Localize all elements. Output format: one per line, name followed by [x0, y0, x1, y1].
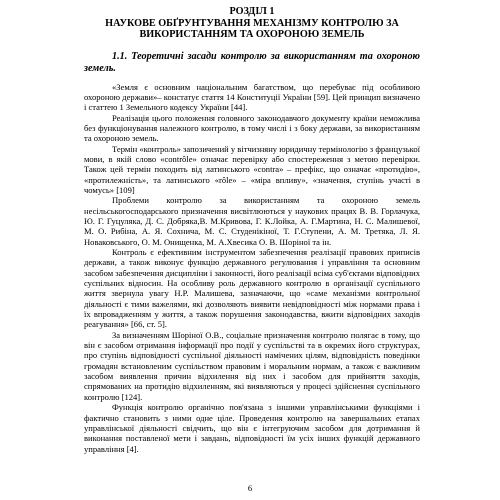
body-text	[84, 82, 420, 454]
paragraph: Проблеми контролю за використанням та охороною земель несільськогосподарського призначення висвітлюються у наукових працях В. В. Горлачука, Ю. Г. Гуцуляка, Д. С. Добряка,В. М.Кривова, Г. К.Лойка, А. Г.Мартина, Н. С. Малишевої, М. О. Рибіна, А. Я. Сохнича, М. С. Студенікіної, Т. Г.Ступени, А. М. Третяка, Л. Я. Новаковського, О. М. Онищенка, М. А.Хвесика О. В. Шоріної та ін.	[84, 195, 420, 247]
paragraph: Термін «контроль» запозичений у вітчизняну юридичну термінологію з французької мови, в якій слово «contrôle» означає перевірку або спостереження з метою перевірки. Також цей термін походить від латинського «contra» – префікс, що означає «протидію», «протилежність», та латинського «rôle» – «міра впливу», «значення, ступінь участі в чомусь» [109]	[84, 143, 420, 195]
paragraph: «Земля є основним національним багатством, що перебуває під особливою охороною держави»– констатує стаття 14 Конституції України [59]. Цей принцип визначено і статтею 1 Земельного кодексу України [44].	[84, 81, 420, 113]
paragraph: Контроль є ефективним інструментом забезпечення реалізації правових приписів держави, а також виконує функцію державного регулювання і управління та основним засобом забезпечення дисципліни і законності, його реалізації всіма суб'єктами відповідних суспільних відносин. На особливу роль державного контролю в організації суспільного життя звернула увагу Н.Р. Малишева, зазначаючи, що «саме механізми контрольної діяльності є тими важелями, які дозволяють виявити невідповідності між нормами права і їх впровадженням у життя, а також порушення законодавства, вжити відповідних заходів реагування» [66, ст. 5].	[84, 247, 420, 330]
page-number: 6	[247, 483, 253, 493]
section-heading	[84, 51, 420, 75]
section-title: Теоретичні засади контролю за використанням та охороною земель.	[84, 50, 420, 74]
paragraph: За визначенням Шоріної О.В., соціальне призначення контролю полягає в тому, що він є засобом отримання інформації про події у суспільстві та в окремих його структурах, про ступінь відповідності суспільної діяльності намічених цілям, відповідність поведінки громадян встановленим суспільством правовим і моральним нормам, а також є важливим засобом виявлення причин відхилення від них і засобом для прийняття заходів, спрямованих на протидію відхиленням, які виявляються у процесі здійснення суспільного контролю [124].	[84, 329, 420, 402]
paragraph: Функція контролю органічно пов'язана з іншими управлінськими функціями і фактично становить з ними одне ціле. Проведення контролю на завершальних етапах управлінської діяльності свідчить, що він є інтегруючим засобом для дотримання й виконання поставленої мети і завдань, відповідності їм усіх інших функцій державного управління [4].	[84, 402, 420, 454]
section-number: 1.1.	[112, 50, 128, 62]
chapter-title: НАУКОВЕ ОБҐРУНТУВАННЯ МЕХАНІЗМУ КОНТРОЛЮ ЗА ВИКОРИСТАННЯМ ТА ОХОРОНОЮ ЗЕМЕЛЬ	[105, 17, 399, 40]
chapter-heading: РОЗДІЛ 1	[229, 6, 275, 17]
paragraph: Реалізація цього положення головного законодавчого документу країни неможлива без функціонування належного контролю, в тому числі і з боку держави, за використанням та охороною земель.	[84, 112, 420, 144]
